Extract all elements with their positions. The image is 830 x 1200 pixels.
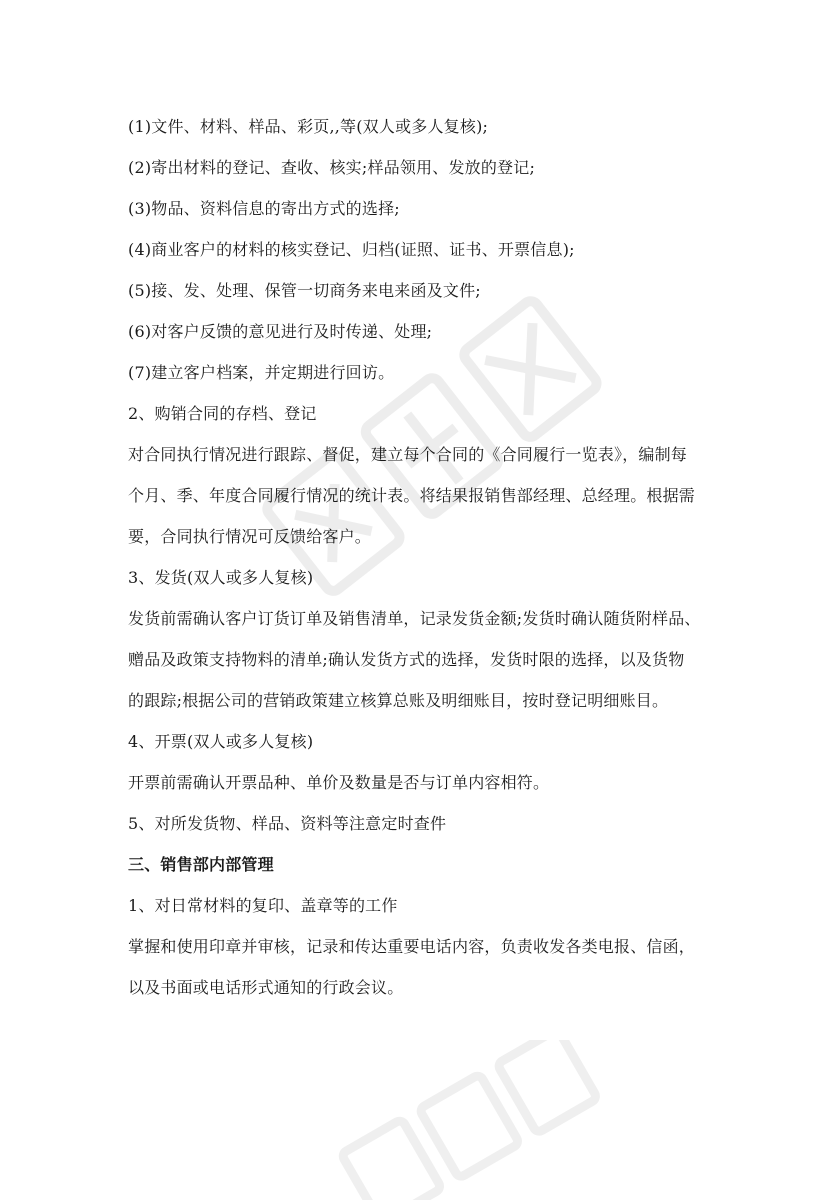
list-item-6: (6)对客户反馈的意见进行及时传递、处理; [128,322,433,341]
list-item-5: (5)接、发、处理、保管一切商务来电来函及文件; [128,281,481,300]
paragraph-line: 开票前需确认开票品种、单价及数量是否与订单内容相符。 [128,773,550,792]
document-body [128,106,713,1008]
list-item-4: (4)商业客户的材料的核实登记、归档(证照、证书、开票信息); [128,240,575,259]
paragraph-line: 以及书面或电话形式通知的行政会议。 [128,978,404,997]
section-heading-tracking: 5、对所发货物、样品、资料等注意定时查件 [128,814,447,833]
paragraph-line: 要，合同执行情况可反馈给客户。 [128,527,372,546]
list-item-3: (3)物品、资料信息的寄出方式的选择; [128,199,400,218]
chapter-heading-internal-management: 三、销售部内部管理 [128,855,274,874]
watermark-logo-bottom [300,1040,620,1200]
list-item-2: (2)寄出材料的登记、查收、核实;样品领用、发放的登记; [128,158,536,177]
paragraph-line: 的跟踪;根据公司的营销政策建立核算总账及明细账目，按时登记明细账目。 [128,691,669,710]
paragraph-line: 对合同执行情况进行跟踪、督促，建立每个合同的《合同履行一览表》，编制每 [128,445,688,464]
paragraph-line: 个月、季、年度合同履行情况的统计表。将结果报销售部经理、总经理。根据需 [128,486,696,505]
section-heading-contracts: 2、购销合同的存档、登记 [128,404,317,423]
section-heading-invoicing: 4、开票(双人或多人复核) [128,732,314,751]
section-heading-shipping: 3、发货(双人或多人复核) [128,568,314,587]
list-item-7: (7)建立客户档案，并定期进行回访。 [128,363,395,382]
paragraph-line: 赠品及政策支持物料的清单;确认发货方式的选择，发货时限的选择，以及货物 [128,650,685,669]
section-heading-copying: 1、对日常材料的复印、盖章等的工作 [128,896,398,915]
list-item-1: (1)文件、材料、样品、彩页,,等(双人或多人复核); [128,117,489,136]
paragraph-line: 发货前需确认客户订货订单及销售清单，记录发货金额;发货时确认随货附样品、 [128,609,701,628]
paragraph-line: 掌握和使用印章并审核，记录和传达重要电话内容，负责收发各类电报、信函， [128,937,696,956]
